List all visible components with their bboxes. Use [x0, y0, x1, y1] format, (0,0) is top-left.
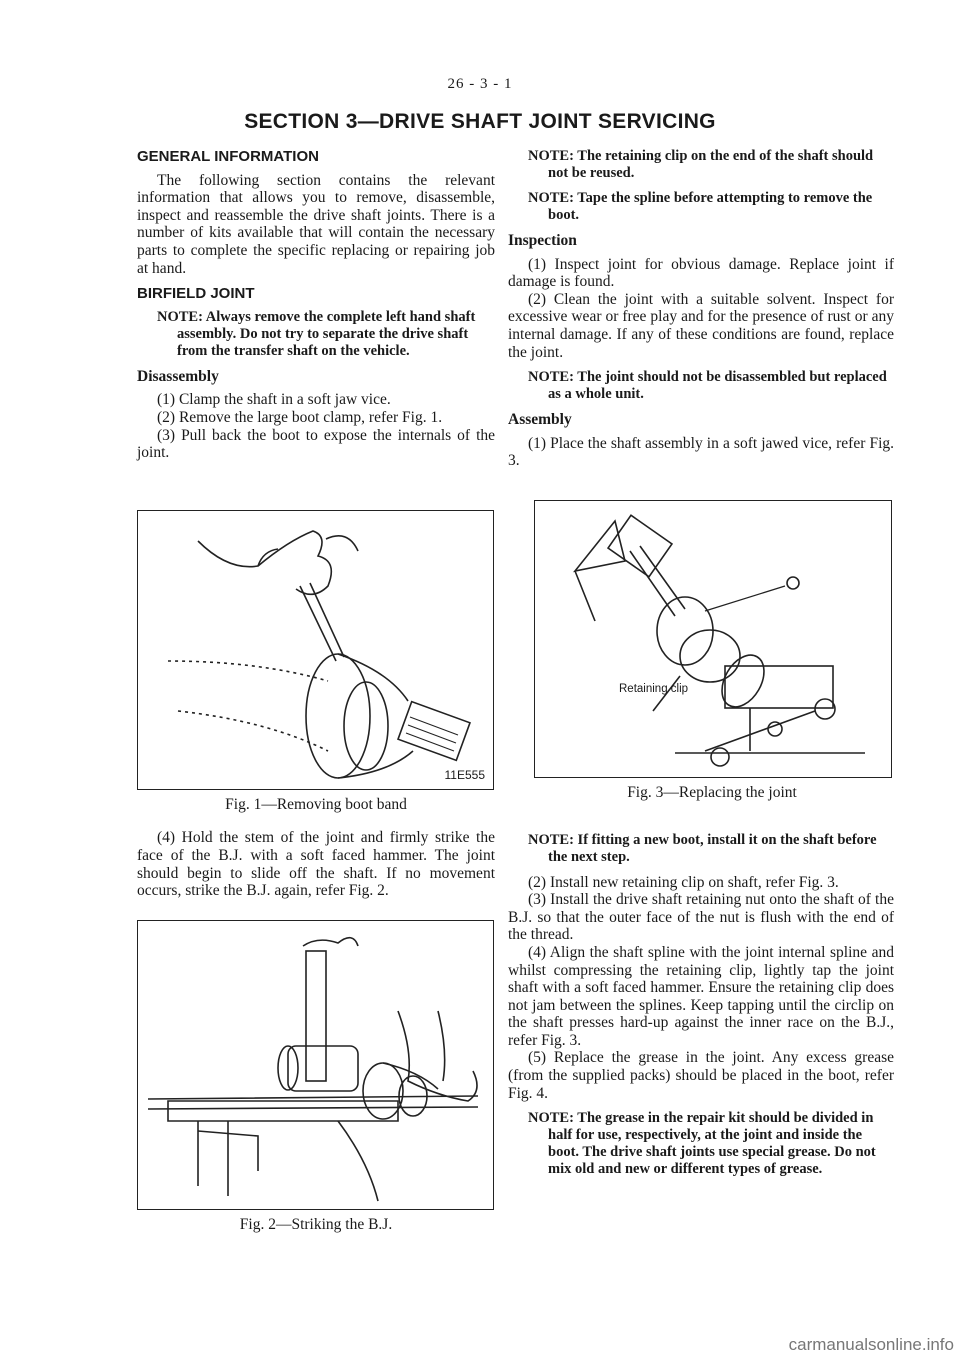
disassembly-step: (3) Pull back the boot to expose the internals of the joint.	[137, 426, 495, 462]
disassembly-heading: Disassembly	[137, 367, 219, 385]
right-column	[508, 148, 894, 1186]
figure-3-caption: Fig. 3—Replacing the joint	[627, 783, 797, 801]
page-number: 26 - 3 - 1	[447, 76, 513, 92]
section-title: SECTION 3—DRIVE SHAFT JOINT SERVICING	[244, 110, 716, 133]
figure-3	[534, 500, 892, 778]
figure-1	[137, 510, 494, 790]
birfield-joint-heading: BIRFIELD JOINT	[137, 285, 255, 303]
note-tape-spline: NOTE: Tape the spline before attempting to remove the boot.	[528, 190, 873, 223]
note-new-boot: NOTE: If fitting a new boot, install it on the shaft before the next step.	[528, 831, 877, 865]
inspection-step: (2) Clean the joint with a suitable solvent. Inspect for excessive wear or free play and for the presence of rust or any internal damage. If any of these conditions are found, replace the joint.	[508, 290, 894, 361]
step-4-text: (4) Hold the stem of the joint and firmly strike the face of the B.J. with a soft faced hammer. The joint should begin to slide off the shaft. If no movement occurs, strike the B.J. again, refer Fig. 2.	[137, 829, 495, 900]
disassembly-step: (2) Remove the large boot clamp, refer Fig. 1.	[157, 408, 443, 426]
disassembly-step: (1) Clamp the shaft in a soft jaw vice.	[157, 391, 391, 409]
retaining-clip-label: Retaining clip	[619, 682, 689, 695]
note-retaining-clip: NOTE: The retaining clip on the end of the shaft should not be reused.	[528, 148, 874, 181]
general-information-heading: GENERAL INFORMATION	[137, 148, 319, 165]
inspection-heading: Inspection	[508, 232, 577, 249]
general-information-text: The following section contains the relevant information that allows you to remove, disassemble, inspect and reassemble the drive shaft joints. There is a number of kits available that will contain the necessary parts to complete the specific replacing or repairing job at hand.	[137, 171, 495, 277]
birfield-note: NOTE: Always remove the complete left hand shaft assembly. Do not try to separate the drive shaft from the transfer shaft on the vehicle.	[157, 308, 476, 359]
note-grease: NOTE: The grease in the repair kit should be divided in half for use, respectively, at the joint and inside the boot. The drive shaft joints use special grease. Do not mix old and new or different types of grease.	[528, 1110, 876, 1178]
assembly-heading: Assembly	[508, 411, 572, 429]
assembly-step: (3) Install the drive shaft retaining nut onto the shaft of the B.J. so that the outer face of the nut is flush with the end of the thread.	[508, 891, 894, 944]
figure-2	[137, 920, 494, 1210]
watermark: carmanualsonline.info	[788, 1335, 954, 1354]
figure-1-code: 11E555	[444, 768, 485, 783]
left-column	[137, 148, 495, 1233]
assembly-step: (4) Align the shaft spline with the joint internal spline and whilst compressing the retaining clip, lightly tap the joint shaft with a soft faced hammer. Ensure the retaining clip does not jam between the splines. Keep tapping until the circlip on the shaft presses hard-up against the inner race on the B.J., refer Fig. 3.	[508, 943, 894, 1049]
boot-band-illustration	[138, 511, 493, 789]
striking-bj-illustration	[138, 921, 493, 1209]
figure-1-caption: Fig. 1—Removing boot band	[225, 795, 407, 813]
replacing-joint-illustration	[535, 501, 891, 777]
inspection-step: (1) Inspect joint for obvious damage. Replace joint if damage is found.	[508, 255, 894, 291]
assembly-step: (2) Install new retaining clip on shaft, refer Fig. 3.	[528, 873, 839, 891]
figure-2-caption: Fig. 2—Striking the B.J.	[239, 1215, 393, 1233]
assembly-step-1: (1) Place the shaft assembly in a soft jawed vice, refer Fig. 3.	[508, 434, 894, 470]
note-whole-unit: NOTE: The joint should not be disassembled but replaced as a whole unit.	[528, 369, 887, 403]
assembly-step: (5) Replace the grease in the joint. Any excess grease (from the supplied packs) should be placed in the boot, refer Fig. 4.	[508, 1049, 894, 1102]
